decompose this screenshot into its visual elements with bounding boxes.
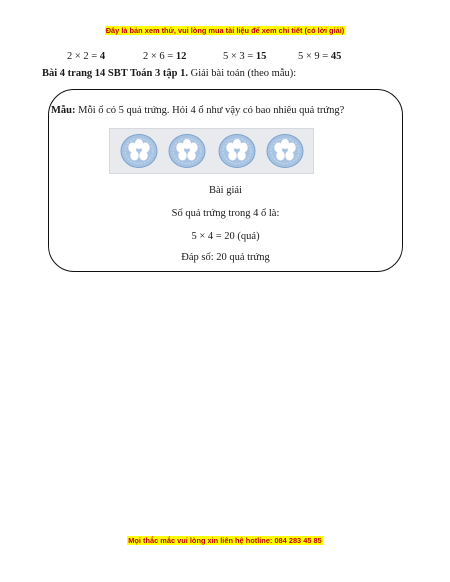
solution-line: Số quả trứng trong 4 ổ là: bbox=[171, 208, 280, 219]
hotline-text: Mọi thắc mắc vui lòng xin liên hệ hotline: 084 283 45 85 bbox=[128, 536, 322, 545]
result-item: 2 × 2 = 4 bbox=[67, 51, 106, 62]
example-box bbox=[48, 89, 403, 272]
egg-nest-icon bbox=[218, 133, 256, 169]
solution-answer: Đáp số: 20 quả trứng bbox=[181, 252, 270, 263]
example-label: Mẫu: bbox=[51, 105, 76, 116]
preview-notice-text: Đây là bản xem thử, vui lòng mua tài liệu để xem chi tiết (có lời giải) bbox=[105, 26, 345, 35]
egg-nest-icon bbox=[168, 133, 206, 169]
solution-calculation: 5 × 4 = 20 (quả) bbox=[191, 231, 260, 242]
exercise-title: Bài 4 trang 14 SBT Toán 3 tập 1. bbox=[42, 68, 188, 79]
result-item: 5 × 3 = 15 bbox=[223, 51, 267, 62]
egg-nests-image bbox=[109, 128, 314, 174]
exercise-heading bbox=[42, 68, 296, 79]
multiplication-results bbox=[0, 51, 450, 65]
egg-nest-icon bbox=[266, 133, 304, 169]
solution-title: Bài giải bbox=[209, 185, 242, 196]
egg-nest-icon bbox=[120, 133, 158, 169]
example-question bbox=[51, 105, 344, 116]
hotline-banner bbox=[0, 536, 450, 546]
preview-notice-banner bbox=[0, 26, 450, 36]
example-question-text: Mỗi ổ có 5 quả trứng. Hỏi 4 ổ như vậy có bao nhiêu quả trứng? bbox=[75, 105, 345, 116]
result-item: 2 × 6 = 12 bbox=[143, 51, 187, 62]
result-item: 5 × 9 = 45 bbox=[298, 51, 342, 62]
exercise-instruction: Giải bài toán (theo mẫu): bbox=[187, 68, 297, 79]
